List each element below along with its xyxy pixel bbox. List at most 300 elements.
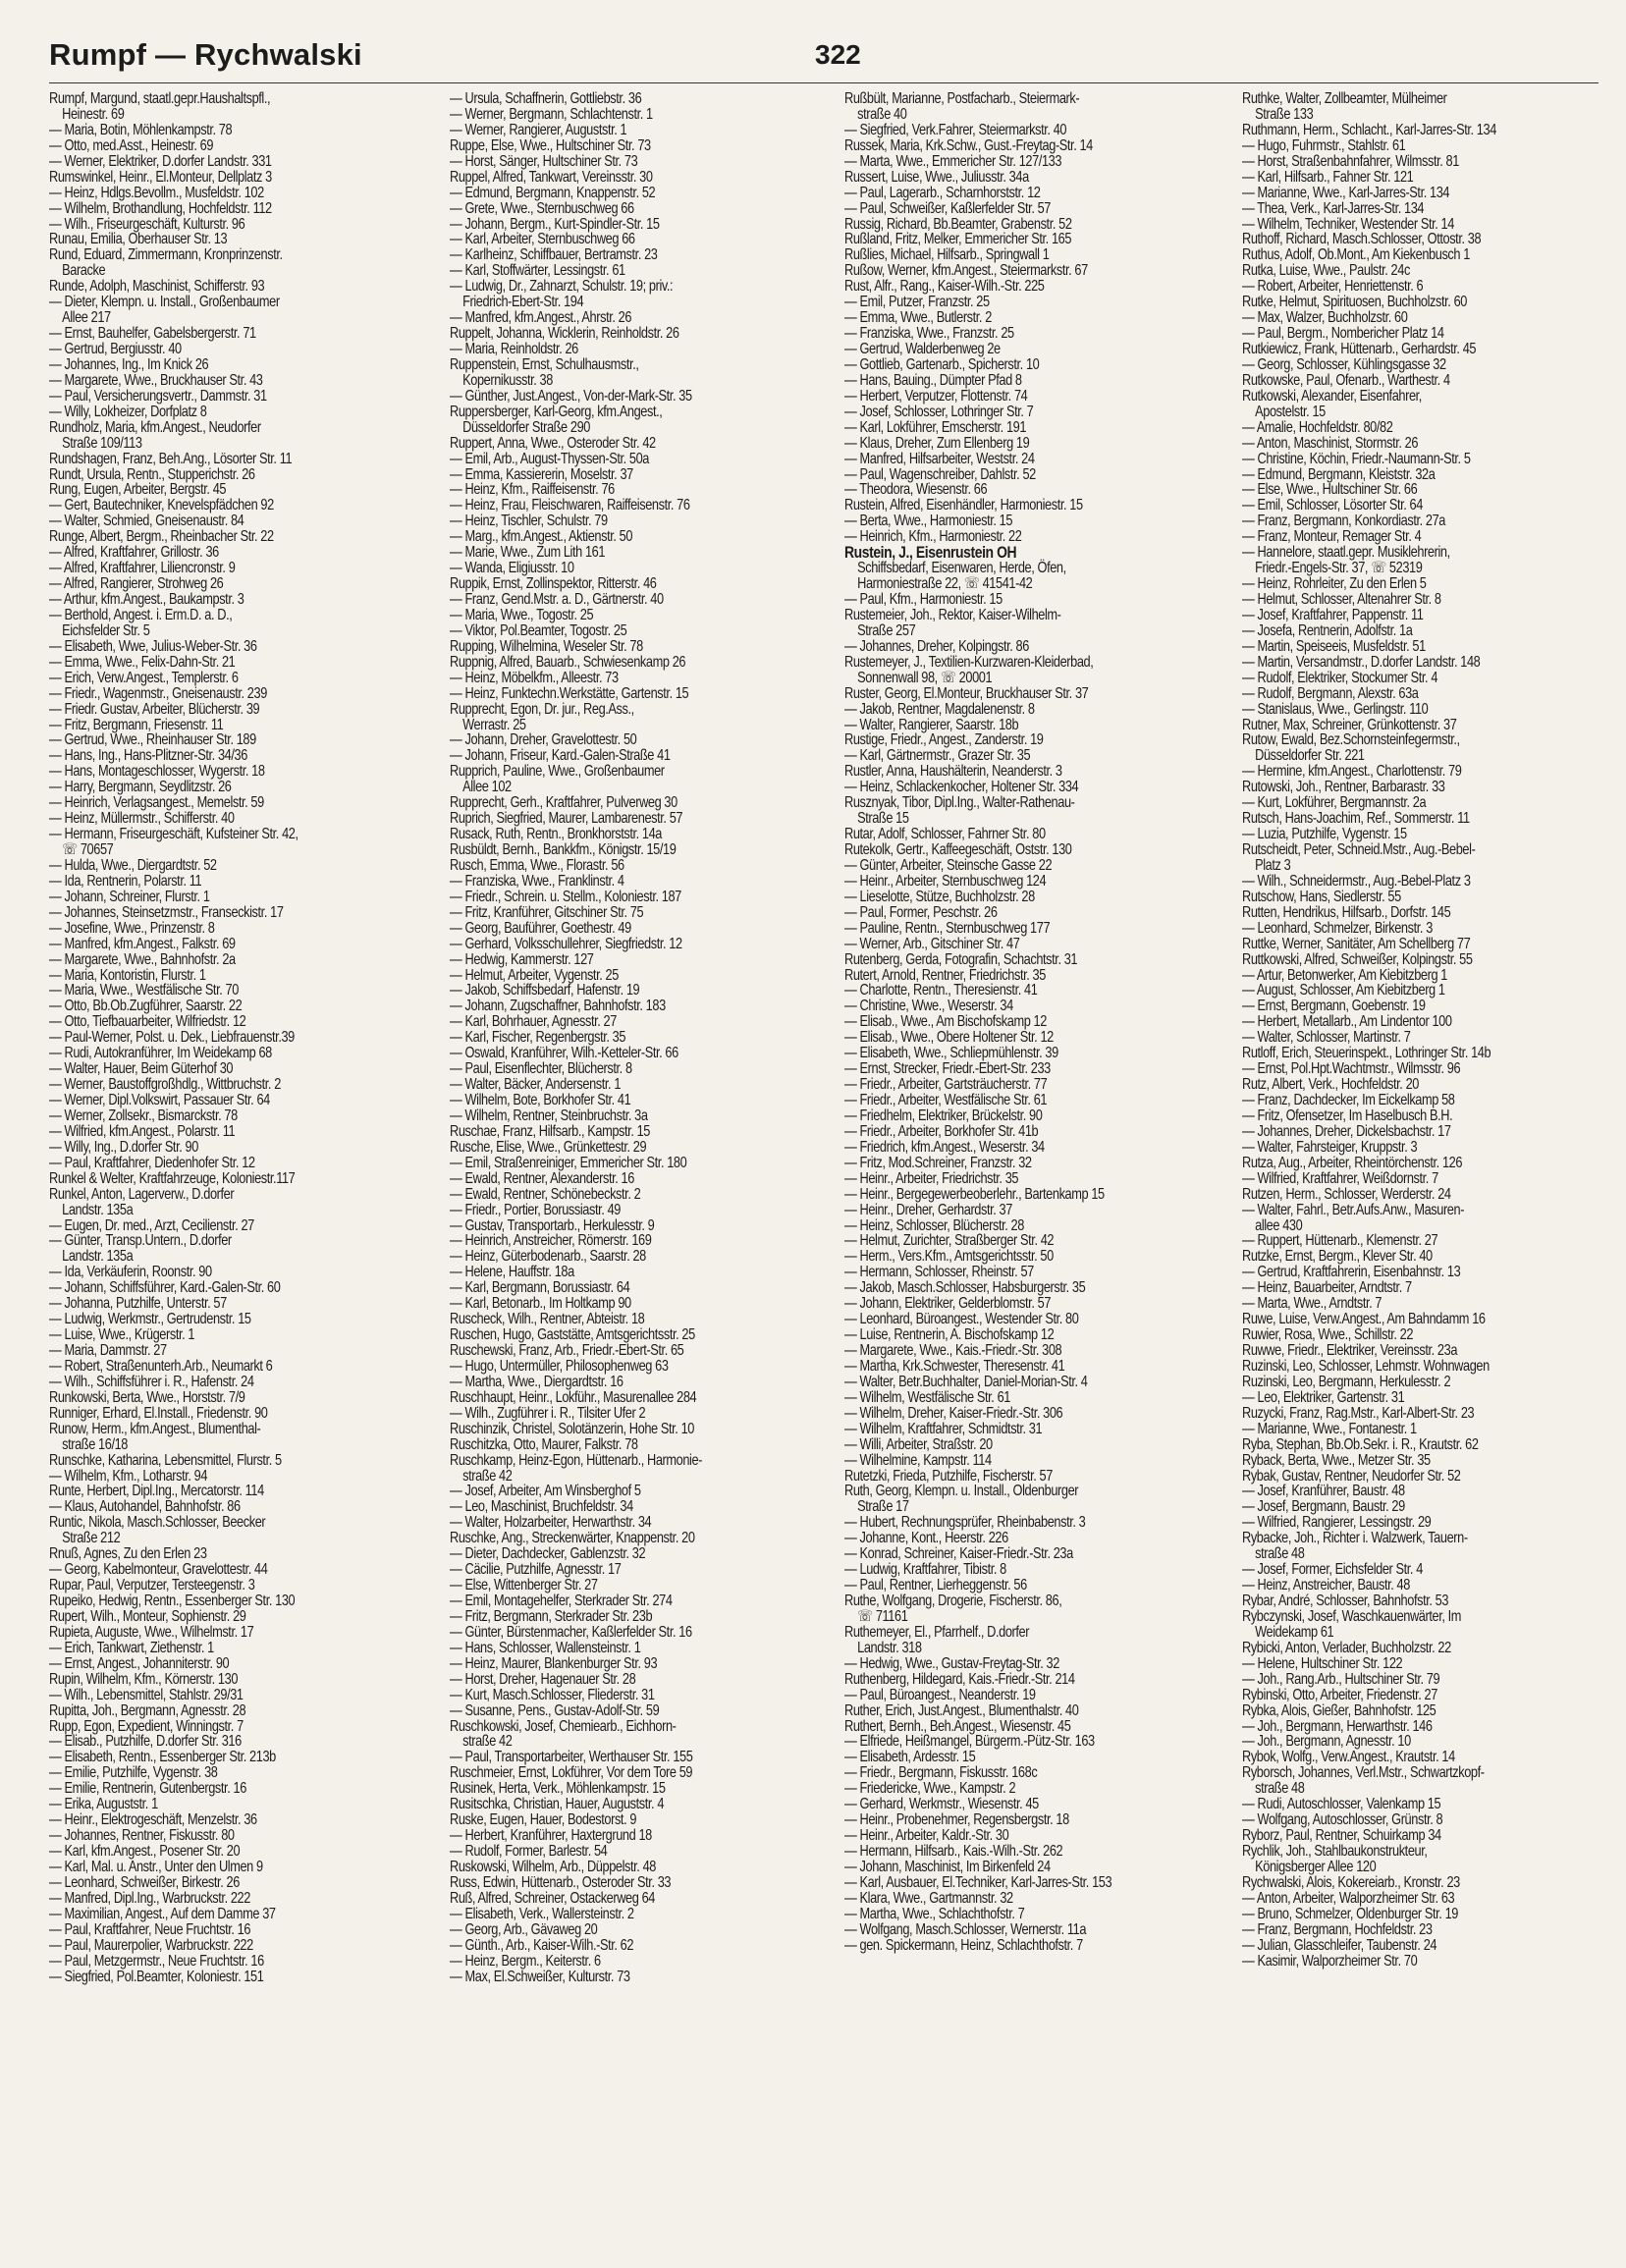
directory-entry-line: — Werner, Bergmann, Schlachtenstr. 1 [450, 105, 653, 123]
directory-entry-line: Rundshagen, Franz, Beh.Ang., Lösorter Str. 11 [49, 450, 293, 467]
directory-entry-line: — Rudi, Autoschlosser, Valenkamp 15 [1242, 1796, 1441, 1813]
directory-entry-line: — Paul, Bergm., Nombericher Platz 14 [1242, 325, 1444, 343]
directory-entry-line: — Hubert, Rechnungsprüfer, Rheinbabenstr. 3 [844, 1514, 1086, 1532]
directory-entry-line: — Heinr., Arbeiter, Friedrichstr. 35 [844, 1169, 1019, 1187]
directory-entry-line: — Harry, Bergmann, Seydlitzstr. 26 [49, 779, 232, 796]
directory-entry-line: — Margarete, Wwe., Kais.-Friedr.-Str. 308 [844, 1342, 1062, 1359]
directory-entry-line: Rustein, J., Eisenrustein OH [844, 543, 1017, 563]
directory-entry-line: — Friedr. Gustav, Arbeiter, Blücherstr. 39 [49, 700, 260, 718]
directory-entry-line: — Ida, Verkäuferin, Roonstr. 90 [49, 1264, 212, 1281]
directory-entry-line: Rybacke, Joh., Richter i. Walzwerk, Tauern- [1242, 1530, 1468, 1547]
directory-entry-line: — Josefa, Rentnerin, Adolfstr. 1a [1242, 621, 1413, 639]
directory-entry-line: — Elisabeth, Wwe., Schliepmühlenstr. 39 [844, 1045, 1058, 1062]
directory-entry-line: — Walter, Schmied, Gneisenaustr. 84 [49, 513, 244, 530]
directory-entry-line: Ruthoff, Richard, Masch.Schlosser, Ottostr. 38 [1242, 231, 1482, 248]
directory-entry-line: Runge, Albert, Bergm., Rheinbacher Str. 22 [49, 528, 274, 546]
directory-entry-line: Rusbüldt, Bernh., Bankkfm., Königstr. 15/19 [450, 841, 677, 858]
directory-entry-line: Rutenberg, Gerda, Fotografin, Schachtstr. 31 [844, 950, 1078, 968]
directory-entry-line: — Wilhelmine, Kampstr. 114 [844, 1451, 992, 1469]
directory-entry-line: — Johannes, Rentner, Fiskusstr. 80 [49, 1827, 235, 1845]
directory-entry-line: Rutz, Albert, Verk., Hochfeldstr. 20 [1242, 1076, 1419, 1094]
directory-entry-line: — Paul, Kraftfahrer, Neue Fruchtstr. 16 [49, 1920, 251, 1938]
directory-entry-line: Ruppenstein, Ernst, Schulhausmstr., [450, 355, 639, 373]
column-2 [450, 91, 844, 2244]
directory-entry-line: — Karl, Bergmann, Borussiastr. 64 [450, 1279, 630, 1297]
directory-entry-line: — Ewald, Rentner, Schönebeckstr. 2 [450, 1185, 641, 1203]
directory-entry-line: — Fritz, Bergmann, Friesenstr. 11 [49, 716, 224, 733]
directory-entry-line: — Marg., kfm.Angest., Aktienstr. 50 [450, 528, 633, 546]
directory-entry-line: Werrastr. 25 [462, 716, 526, 733]
directory-entry-line: — Gertrud, Bergiusstr. 40 [49, 341, 182, 357]
directory-entry-line: — Ewald, Rentner, Alexanderstr. 16 [450, 1169, 634, 1187]
directory-entry-line: Russ, Edwin, Hüttenarb., Osteroder Str. 33 [450, 1873, 672, 1891]
directory-entry-line: — Karl, kfm.Angest., Posener Str. 20 [49, 1843, 241, 1860]
directory-entry-line: — Elfriede, Heißmangel, Bürgerm.-Pütz-Str. 163 [844, 1733, 1095, 1751]
directory-entry-line: — Ernst, Angest., Johanniterstr. 90 [49, 1654, 230, 1672]
directory-entry-line: — Klaus, Dreher, Zum Ellenberg 19 [844, 434, 1030, 452]
directory-entry-line: Rutza, Aug., Arbeiter, Rheintörchenstr. 126 [1242, 1154, 1463, 1171]
directory-entry-line: — Karl, Arbeiter, Sternbuschweg 66 [450, 231, 635, 248]
directory-entry-line: — Wilhelm, Dreher, Kaiser-Friedr.-Str. 306 [844, 1404, 1063, 1422]
directory-entry-line: — Manfred, kfm.Angest., Ahrstr. 26 [450, 309, 632, 327]
directory-entry-line: Straße 257 [857, 621, 916, 639]
directory-entry-line: Runtic, Nikola, Masch.Schlosser, Beecker [49, 1514, 266, 1532]
directory-entry-line: Rutkiewicz, Frank, Hüttenarb., Gerhardstr. 45 [1242, 341, 1477, 357]
directory-entry-line: Ryba, Stephan, Bb.Ob.Sekr. i. R., Krautstr. 62 [1242, 1435, 1479, 1453]
directory-entry-line: Russek, Maria, Krk.Schw., Gust.-Freytag-Str. 14 [844, 136, 1093, 154]
directory-entry-line: Ruzinski, Leo, Bergmann, Herkulesstr. 2 [1242, 1373, 1451, 1390]
directory-entry-line: Ryborz, Paul, Rentner, Schuirkamp 34 [1242, 1827, 1441, 1845]
directory-entry-line: Rupert, Wilh., Monteur, Sophienstr. 29 [49, 1607, 246, 1625]
directory-entry-line: Ryborsch, Johannes, Verl.Mstr., Schwartzkopf- [1242, 1764, 1485, 1782]
directory-entry-line: — Leonhard, Schweißer, Birkestr. 26 [49, 1873, 240, 1891]
directory-entry-line: — Edmund, Bergmann, Knappenstr. 52 [450, 184, 656, 201]
directory-entry-line: Eichsfelder Str. 5 [62, 621, 150, 639]
directory-entry-line: — Wilhelm, Brothandlung, Hochfeldstr. 112 [49, 199, 272, 217]
directory-entry-line: — Heinz, Rohrleiter, Zu den Erlen 5 [1242, 575, 1427, 593]
directory-entry-line: — Johann, Bergm., Kurt-Spindler-Str. 15 [450, 215, 660, 233]
directory-entry-line: — Franz, Monteur, Remager Str. 4 [1242, 528, 1422, 546]
directory-entry-line: — Helmut, Arbeiter, Vygenstr. 25 [450, 966, 619, 984]
directory-entry-line: — Oswald, Kranführer, Wilh.-Ketteler-Str. 66 [450, 1045, 678, 1062]
directory-entry-line: — Alfred, Kraftfahrer, Liliencronstr. 9 [49, 560, 236, 577]
directory-entry-line: — Jakob, Schiffsbedarf, Hafenstr. 19 [450, 982, 640, 999]
directory-entry-line: — Wilhelm, Techniker, Westender Str. 14 [1242, 215, 1454, 233]
directory-entry-line: Rutow, Ewald, Bez.Schornsteinfegermstr., [1242, 731, 1460, 749]
directory-entry-line: Runkowski, Berta, Wwe., Horststr. 7/9 [49, 1388, 245, 1406]
directory-entry-line: Ruwwe, Friedr., Elektriker, Vereinsstr. 23a [1242, 1342, 1458, 1359]
directory-entry-line: — Johanna, Putzhilfe, Unterstr. 57 [49, 1295, 227, 1313]
column-1 [49, 91, 444, 2244]
directory-entry-line: Ruschitzka, Otto, Maurer, Falkstr. 78 [450, 1435, 638, 1453]
directory-entry-line: — Wilhelm, Bote, Borkhofer Str. 41 [450, 1092, 631, 1108]
directory-entry-line: — Eugen, Dr. med., Arzt, Cecilienstr. 27 [49, 1216, 254, 1234]
directory-entry-line: — Heinr., Arbeiter, Sternbuschweg 124 [844, 872, 1047, 890]
directory-entry-line: — Wilhelm, Kfm., Lotharstr. 94 [49, 1467, 208, 1485]
directory-entry-line: — Dieter, Klempn. u. Install., Großenbaumer [49, 294, 280, 311]
directory-entry-line: — Heinz, Maurer, Blankenburger Str. 93 [450, 1654, 658, 1672]
directory-entry-line: — Walter, Rangierer, Saarstr. 18b [844, 716, 1019, 733]
directory-entry-line: Ruschkowski, Josef, Chemiearb., Eichhorn- [450, 1717, 677, 1735]
directory-entry-line: — Karl, Mal. u. Anstr., Unter den Ulmen 9 [49, 1858, 263, 1875]
directory-entry-line: — Werner, Baustoffgroßhdlg., Wittbruchstr. 2 [49, 1076, 281, 1094]
directory-entry-line: — Helene, Hauffstr. 18a [450, 1264, 574, 1281]
directory-entry-line: Rybka, Alois, Gießer, Bahnhofstr. 125 [1242, 1701, 1436, 1719]
column-4 [1242, 91, 1626, 2244]
directory-entry-line: — Werner, Arb., Gitschiner Str. 47 [844, 935, 1020, 952]
directory-entry-line: Rutke, Helmut, Spirituosen, Buchholzstr. 60 [1242, 294, 1467, 311]
directory-entry-line: — Josefine, Wwe., Prinzenstr. 8 [49, 919, 215, 937]
running-title: Rumpf — Rychwalski [49, 37, 362, 72]
directory-entry-line: — Wilfried, Kraftfahrer, Weißdornstr. 7 [1242, 1169, 1438, 1187]
directory-entry-line: — Heinr., Arbeiter, Kaldr.-Str. 30 [844, 1827, 1009, 1845]
directory-entry-line: — Paul, Lagerarb., Scharnhorststr. 12 [844, 184, 1041, 201]
directory-entry-line: Ruthus, Adolf, Ob.Mont., Am Kiekenbusch 1 [1242, 246, 1470, 264]
directory-entry-line: — Ernst, Pol.Hpt.Wachtmstr., Wilmsstr. 96 [1242, 1060, 1461, 1078]
directory-entry-line: Straße 212 [62, 1530, 121, 1547]
directory-entry-line: — gen. Spickermann, Heinz, Schlachthofstr. 7 [844, 1936, 1083, 1954]
directory-entry-line: — Werner, Rangierer, Auguststr. 1 [450, 121, 627, 138]
directory-entry-line: — Heinz, Müllermstr., Schifferstr. 40 [49, 810, 235, 828]
directory-entry-line: Landstr. 135a [62, 1248, 134, 1266]
directory-entry-line: — Helene, Hultschiner Str. 122 [1242, 1654, 1403, 1672]
directory-entry-line: — Pauline, Rentn., Sternbuschweg 177 [844, 919, 1051, 937]
directory-entry-line: — Wilh., Lebensmittel, Stahlstr. 29/31 [49, 1686, 244, 1703]
directory-entry-line: Rupp, Egon, Expedient, Winningstr. 7 [49, 1717, 244, 1735]
directory-entry-line: Rupeiko, Hedwig, Rentn., Essenberger Str. 130 [49, 1593, 296, 1609]
directory-entry-line: straße 42 [462, 1467, 513, 1485]
directory-entry-line: — Susanne, Pens., Gustav-Adolf-Str. 59 [450, 1701, 660, 1719]
directory-entry-line: Friedr.-Engels-Str. 37, ☏ 52319 [1255, 560, 1423, 577]
directory-entry-line: — Johanne, Kont., Heerstr. 226 [844, 1530, 1008, 1547]
directory-entry-line: — Josef, Bergmann, Baustr. 29 [1242, 1498, 1405, 1516]
directory-entry-line: — Theodora, Wiesenstr. 66 [844, 481, 988, 499]
directory-entry-line: — Paul, Kraftfahrer, Diedenhofer Str. 12 [49, 1154, 255, 1171]
directory-entry-line: — Lieselotte, Stütze, Buchholzstr. 28 [844, 888, 1035, 905]
directory-entry-line: — Rudolf, Bergmann, Alexstr. 63a [1242, 684, 1419, 702]
directory-entry-line: — Friedericke, Wwe., Kampstr. 2 [844, 1780, 1016, 1798]
directory-entry-line: — Paul, Büroangest., Neanderstr. 19 [844, 1686, 1036, 1703]
directory-entry-line: — Johannes, Dreher, Dickelsbachstr. 17 [1242, 1122, 1451, 1140]
directory-entry-line: — Wilh., Friseurgeschäft, Kulturstr. 96 [49, 215, 245, 233]
directory-entry-line: — Karl, Bohrhauer, Agnesstr. 27 [450, 1013, 617, 1031]
directory-entry-line: — Manfred, kfm.Angest., Falkstr. 69 [49, 935, 236, 952]
directory-entry-line: — Ludwig, Dr., Zahnarzt, Schulstr. 19; priv.: [450, 278, 674, 296]
directory-entry-line: — Werner, Dipl.Volkswirt, Passauer Str. 64 [49, 1092, 270, 1108]
directory-entry-line: Runde, Adolph, Maschinist, Schifferstr. 93 [49, 278, 265, 296]
directory-entry-line: — Elisabeth, Wwe, Julius-Weber-Str. 36 [49, 637, 257, 655]
directory-entry-line: — Gertrud, Kraftfahrerin, Eisenbahnstr. 13 [1242, 1264, 1461, 1281]
directory-entry-line: — Franz, Bergmann, Hochfeldstr. 23 [1242, 1920, 1433, 1938]
directory-entry-line: straße 16/18 [62, 1435, 129, 1453]
directory-entry-line: — Hermann, Hilfsarb., Kais.-Wilh.-Str. 262 [844, 1843, 1063, 1860]
directory-entry-line: Rutka, Luise, Wwe., Paulstr. 24c [1242, 262, 1410, 280]
directory-entry-line: — Heinz, Tischler, Schulstr. 79 [450, 513, 608, 530]
directory-entry-line: straße 48 [1255, 1545, 1305, 1563]
directory-entry-line: — Wilfried, kfm.Angest., Polarstr. 11 [49, 1122, 236, 1140]
directory-entry-line: Runkel & Welter, Kraftfahrzeuge, Koloniestr.117 [49, 1169, 296, 1187]
directory-entry-line: — Willi, Arbeiter, Straßstr. 20 [844, 1435, 993, 1453]
directory-entry-line: — Johannes, Steinsetzmstr., Franseckistr. 17 [49, 903, 284, 921]
directory-entry-line: — Paul, Rentner, Lierheggenstr. 56 [844, 1577, 1027, 1594]
directory-entry-line: Rutner, Max, Schreiner, Grünkottenstr. 37 [1242, 716, 1457, 733]
directory-entry-line: Ruschewski, Franz, Arb., Friedr.-Ebert-Str. 65 [450, 1342, 684, 1359]
directory-entry-line: — Georg, Schlosser, Kühlingsgasse 32 [1242, 355, 1446, 373]
directory-entry-line: — Marianne, Wwe., Karl-Jarres-Str. 134 [1242, 184, 1450, 201]
directory-entry-line: — Marie, Wwe., Zum Lith 161 [450, 544, 606, 562]
directory-entry-line: — Johann, Schreiner, Flurstr. 1 [49, 888, 210, 905]
directory-entry-line: — Rudolf, Elektriker, Stockumer Str. 4 [1242, 669, 1438, 686]
directory-entry-line: — Franz, Dachdecker, Im Eickelkamp 58 [1242, 1092, 1455, 1108]
directory-entry-line: Runniger, Erhard, El.Install., Friedenstr. 90 [49, 1404, 268, 1422]
directory-entry-line: Rutar, Adolf, Schlosser, Fahrner Str. 80 [844, 826, 1046, 843]
directory-entry-line: — Werner, Zollsekr., Bismarckstr. 78 [49, 1107, 238, 1124]
directory-entry-line: Rutloff, Erich, Steuerinspekt., Lothringer Str. 14b [1242, 1045, 1491, 1062]
directory-entry-line: Ruttkowski, Alfred, Schweißer, Kolpingstr. 55 [1242, 950, 1473, 968]
directory-entry-line: — Heinrich, Anstreicher, Römerstr. 169 [450, 1232, 652, 1250]
directory-entry-line: — Emil, Arb., August-Thyssen-Str. 50a [450, 450, 650, 467]
directory-entry-line: — Hermann, Friseurgeschäft, Kufsteiner Str. 42, [49, 826, 298, 843]
directory-entry-line: Düsseldorfer Straße 290 [462, 418, 591, 436]
directory-entry-line: — Heinz, Kfm., Raiffeisenstr. 76 [450, 481, 615, 499]
directory-entry-line: — Herm., Vers.Kfm., Amtsgerichtsstr. 50 [844, 1248, 1054, 1266]
directory-entry-line: Platz 3 [1255, 856, 1291, 874]
directory-entry-line: — Hans, Ing., Hans-Plitzner-Str. 34/36 [49, 747, 247, 765]
directory-entry-line: — Horst, Straßenbahnfahrer, Wilmsstr. 81 [1242, 152, 1459, 170]
directory-entry-line: — Elisabeth, Rentn., Essenberger Str. 213b [49, 1749, 276, 1766]
directory-entry-line: — Jakob, Rentner, Magdalenenstr. 8 [844, 700, 1035, 718]
directory-entry-line: — Emil, Straßenreiniger, Emmericher Str. 180 [450, 1154, 687, 1171]
directory-entry-line: — Maria, Dammstr. 27 [49, 1342, 167, 1359]
directory-entry-line: Rundholz, Maria, kfm.Angest., Neudorfer [49, 418, 261, 436]
directory-entry-line: Ruschke, Ang., Streckenwärter, Knappenstr. 20 [450, 1530, 695, 1547]
directory-entry-line: — Wilhelm, Westfälische Str. 61 [844, 1388, 1010, 1406]
directory-entry-line: Rustler, Anna, Haushälterin, Neanderstr. 3 [844, 763, 1062, 781]
directory-entry-line: — Berthold, Angest. i. Erm.D. a. D., [49, 606, 233, 623]
directory-entry-line: straße 42 [462, 1733, 513, 1751]
directory-entry-line: Ruttke, Werner, Sanitäter, Am Schellberg 77 [1242, 935, 1471, 952]
directory-entry-line: — Emma, Wwe., Felix-Dahn-Str. 21 [49, 653, 236, 671]
directory-entry-line: Ruster, Georg, El.Monteur, Bruckhauser Str. 37 [844, 684, 1089, 702]
directory-entry-line: Rupprich, Pauline, Wwe., Großenbaumer [450, 763, 665, 781]
directory-entry-line: — Helmut, Zurichter, Straßberger Str. 42 [844, 1232, 1055, 1250]
directory-entry-line: Rutzke, Ernst, Bergm., Klever Str. 40 [1242, 1248, 1433, 1266]
directory-entry-line: — Siegfried, Pol.Beamter, Koloniestr. 151 [49, 1968, 264, 1985]
directory-entry-line: — Günter, Transp.Untern., D.dorfer [49, 1232, 232, 1250]
directory-entry-line: Ruppelt, Johanna, Wicklerin, Reinholdstr. 26 [450, 325, 679, 343]
directory-entry-line: — Elisab., Putzhilfe, D.dorfer Str. 316 [49, 1733, 242, 1751]
directory-entry-line: Straße 17 [857, 1498, 909, 1516]
directory-entry-line: Rusznyak, Tibor, Dipl.Ing., Walter-Rathenau- [844, 794, 1075, 812]
directory-entry-line: Harmoniestraße 22, ☏ 41541-42 [857, 575, 1033, 593]
directory-entry-line: — Gustav, Transportarb., Herkulesstr. 9 [450, 1216, 655, 1234]
directory-entry-line: Baracke [62, 262, 106, 280]
directory-entry-line: — Ernst, Bergmann, Goebenstr. 19 [1242, 998, 1426, 1015]
directory-entry-line: — Elisabeth, Ardesstr. 15 [844, 1749, 976, 1766]
directory-entry-line: — Leonhard, Schmelzer, Birkenstr. 3 [1242, 919, 1433, 937]
directory-entry-line: — Johann, Maschinist, Im Birkenfeld 24 [844, 1858, 1051, 1875]
directory-entry-line: — Elisabeth, Verk., Wallersteinstr. 2 [450, 1905, 634, 1922]
directory-entry-line: Rutzen, Herm., Schlosser, Werderstr. 24 [1242, 1185, 1451, 1203]
directory-entry-line: — Fritz, Kranführer, Gitschiner Str. 75 [450, 903, 644, 921]
directory-entry-line: — Heinz, Frau, Fleischwaren, Raiffeisenstr. 76 [450, 497, 690, 514]
directory-entry-line: straße 40 [857, 105, 907, 123]
directory-entry-line: Ruzinski, Leo, Schlosser, Lehmstr. Wohnwagen [1242, 1357, 1490, 1375]
directory-entry-line: — Friedr., Schrein. u. Stellm., Koloniestr. 187 [450, 888, 681, 905]
directory-entry-line: — Walter, Holzarbeiter, Herwarthstr. 34 [450, 1514, 652, 1532]
directory-entry-line: — Maria, Wwe., Togostr. 25 [450, 606, 594, 623]
directory-entry-line: — Karl, Ausbauer, El.Techniker, Karl-Jarres-Str. 153 [844, 1873, 1112, 1891]
directory-entry-line: Rupitta, Joh., Bergmann, Agnesstr. 28 [49, 1701, 246, 1719]
directory-entry-line: — Walter, Schlosser, Martinstr. 7 [1242, 1029, 1411, 1047]
directory-entry-line: — Martha, Wwe., Diergardtstr. 16 [450, 1373, 623, 1390]
directory-entry-line: Kopernikusstr. 38 [462, 371, 553, 389]
directory-entry-line: — Günth., Arb., Kaiser-Wilh.-Str. 62 [450, 1936, 634, 1954]
directory-entry-line: Rutert, Arnold, Rentner, Friedrichstr. 35 [844, 966, 1046, 984]
directory-entry-line: Rumswinkel, Heinr., El.Monteur, Dellplatz 3 [49, 168, 272, 186]
directory-entry-line: — Cäcilie, Putzhilfe, Agnesstr. 17 [450, 1561, 622, 1579]
directory-entry-line: — Grete, Wwe., Sternbuschweg 66 [450, 199, 634, 217]
directory-entry-line: — Erich, Tankwart, Ziethenstr. 1 [49, 1639, 214, 1656]
directory-entry-line: — Anton, Maschinist, Stormstr. 26 [1242, 434, 1419, 452]
directory-entry-line: Ruprich, Siegfried, Maurer, Lambarenestr. 57 [450, 810, 683, 828]
directory-entry-line: — Walter, Bäcker, Andersenstr. 1 [450, 1076, 622, 1094]
directory-entry-line: — Gerhard, Werkmstr., Wiesenstr. 45 [844, 1796, 1039, 1813]
directory-entry-line: Ruthke, Walter, Zollbeamter, Mülheimer [1242, 91, 1447, 107]
directory-entry-line: — Christine, Wwe., Weserstr. 34 [844, 998, 1013, 1015]
directory-entry-line: — Heinz, Funktechn.Werkstätte, Gartenstr. 15 [450, 684, 689, 702]
directory-entry-line: Ruschinzik, Christel, Solotänzerin, Hohe Str. 10 [450, 1420, 694, 1437]
directory-entry-line: — Elisab., Wwe., Am Bischofskamp 12 [844, 1013, 1047, 1031]
directory-entry-line: — Horst, Sänger, Hultschiner Str. 73 [450, 152, 638, 170]
directory-entry-line: — Josef, Kraftfahrer, Pappenstr. 11 [1242, 606, 1424, 623]
directory-entry-line: Rychlik, Joh., Stahlbaukonstrukteur, [1242, 1843, 1428, 1860]
directory-entry-line: Straße 15 [857, 810, 909, 828]
directory-entry-line: — Hans, Schlosser, Wallensteinstr. 1 [450, 1639, 641, 1656]
directory-entry-line: — Klara, Wwe., Gartmannstr. 32 [844, 1889, 1013, 1907]
directory-entry-line: — Gertrud, Walderbenweg 2e [844, 341, 1001, 357]
directory-entry-line: — Karl, Betonarb., Im Holtkamp 90 [450, 1295, 631, 1313]
directory-entry-line: — Günther, Just.Angest., Von-der-Mark-Str. 35 [450, 387, 692, 405]
directory-entry-line: — Martha, Krk.Schwester, Theresenstr. 41 [844, 1357, 1065, 1375]
directory-entry-line: — Marianne, Wwe., Fontanestr. 1 [1242, 1420, 1417, 1437]
directory-entry-line: Allee 217 [62, 309, 111, 327]
directory-entry-line: Ruther, Erich, Just.Angest., Blumenthalstr. 40 [844, 1701, 1079, 1719]
directory-entry-line: Ruppik, Ernst, Zollinspektor, Ritterstr. 46 [450, 575, 657, 593]
directory-entry-line: — Walter, Hauer, Beim Güterhof 30 [49, 1060, 234, 1078]
directory-entry-line: — Paul, Schweißer, Kaßlerfelder Str. 57 [844, 199, 1052, 217]
directory-entry-line: Ruthenberg, Hildegard, Kais.-Friedr.-Str. 214 [844, 1670, 1075, 1688]
directory-entry-line: Rybicki, Anton, Verlader, Buchholzstr. 22 [1242, 1639, 1451, 1656]
directory-entry-line: — Erika, Auguststr. 1 [49, 1796, 158, 1813]
directory-entry-line: — Georg, Kabelmonteur, Gravelottestr. 44 [49, 1561, 268, 1579]
directory-entry-line: — Josef, Former, Eichsfelder Str. 4 [1242, 1561, 1423, 1579]
directory-entry-line: Rutten, Hendrikus, Hilfsarb., Dorfstr. 145 [1242, 903, 1451, 921]
page-number: 322 [815, 39, 861, 70]
directory-entry-line: — Willy, Ing., D.dorfer Str. 90 [49, 1138, 198, 1156]
directory-entry-line: Rutowski, Joh., Rentner, Barbarastr. 33 [1242, 779, 1445, 796]
directory-entry-line: — Paul, Metzgermstr., Neue Fruchtstr. 16 [49, 1952, 264, 1970]
directory-entry-line: — Heinr., Bergegewerbeoberlehr., Bartenkamp 15 [844, 1185, 1105, 1203]
directory-entry-line: — Paul, Maurerpolier, Warbruckstr. 222 [49, 1936, 253, 1954]
directory-entry-line: — Heinr., Probenehmer, Regensbergstr. 18 [844, 1811, 1069, 1829]
directory-entry-line: — Viktor, Pol.Beamter, Togostr. 25 [450, 621, 627, 639]
directory-entry-line: Weidekamp 61 [1255, 1623, 1334, 1641]
directory-entry-line: — Heinrich, Verlagsangest., Memelstr. 59 [49, 794, 264, 812]
directory-entry-line: Rust, Alfr., Rang., Kaiser-Wilh.-Str. 225 [844, 278, 1045, 296]
directory-entry-line: — Berta, Wwe., Harmoniestr. 15 [844, 513, 1013, 530]
directory-entry-line: — Gottlieb, Gartenarb., Spicherstr. 10 [844, 355, 1040, 373]
directory-entry-line: — Hermann, Schlosser, Rheinstr. 57 [844, 1264, 1034, 1281]
directory-entry-line: Straße 133 [1255, 105, 1314, 123]
directory-entry-line: straße 48 [1255, 1780, 1305, 1798]
directory-entry-line: — Margarete, Wwe., Bahnhofstr. 2a [49, 950, 236, 968]
directory-entry-line: — Maria, Reinholdstr. 26 [450, 341, 578, 357]
directory-entry-line: — Friedr., Arbeiter, Borkhofer Str. 41b [844, 1122, 1039, 1140]
directory-entry-line: Russig, Richard, Bb.Beamter, Grabenstr. 52 [844, 215, 1072, 233]
directory-entry-line: Ruppel, Alfred, Tankwart, Vereinsstr. 30 [450, 168, 653, 186]
directory-entry-line: Rung, Eugen, Arbeiter, Bergstr. 45 [49, 481, 227, 499]
directory-entry-line: — Heinz, Schlosser, Blücherstr. 28 [844, 1216, 1024, 1234]
directory-entry-line: — Margarete, Wwe., Bruckhauser Str. 43 [49, 371, 263, 389]
directory-entry-line: Ruthemeyer, El., Pfarrhelf., D.dorfer [844, 1623, 1030, 1641]
directory-entry-line: Ruscheck, Wilh., Rentner, Abteistr. 18 [450, 1311, 645, 1328]
directory-entry-line: — Manfred, Hilfsarbeiter, Weststr. 24 [844, 450, 1035, 467]
directory-entry-line: — Hedwig, Kammerstr. 127 [450, 950, 594, 968]
directory-entry-line: Ruschhaupt, Heinr., Lokführ., Masurenallee 284 [450, 1388, 697, 1406]
directory-entry-line: Rychwalski, Alois, Kokereiarb., Kronstr. 23 [1242, 1873, 1460, 1891]
directory-entry-line: — Luise, Rentnerin, A. Bischofskamp 12 [844, 1326, 1055, 1344]
directory-entry-line: — Johann, Schiffsführer, Kard.-Galen-Str. 60 [49, 1279, 281, 1297]
directory-entry-line: — Heinz, Anstreicher, Baustr. 48 [1242, 1577, 1410, 1594]
directory-entry-line: — Ida, Rentnerin, Polarstr. 11 [49, 872, 202, 890]
directory-entry-line: — Martin, Speiseeis, Musfeldstr. 51 [1242, 637, 1426, 655]
directory-entry-line: Ruschen, Hugo, Gaststätte, Amtsgerichtsstr. 25 [450, 1326, 695, 1344]
directory-entry-line: — Wilhelm, Rentner, Steinbruchstr. 3a [450, 1107, 648, 1124]
directory-entry-line: — Hugo, Untermüller, Philosophenweg 63 [450, 1357, 669, 1375]
directory-entry-line: Ryback, Berta, Wwe., Metzer Str. 35 [1242, 1451, 1431, 1469]
directory-entry-line: Ruppert, Anna, Wwe., Osteroder Str. 42 [450, 434, 656, 452]
directory-entry-line: — Klaus, Autohandel, Bahnhofstr. 86 [49, 1498, 241, 1516]
directory-entry-line: Landstr. 135a [62, 1201, 134, 1218]
directory-entry-line: ☏ 71161 [857, 1607, 908, 1625]
directory-entry-line: — Heinz, Schlackenkocher, Holtener Str. 334 [844, 779, 1079, 796]
directory-entry-line: — Emilie, Rentnerin, Gutenbergstr. 16 [49, 1780, 246, 1798]
directory-entry-line: — Karl, Lokführer, Emscherstr. 191 [844, 418, 1027, 436]
directory-entry-line: Rnuß, Agnes, Zu den Erlen 23 [49, 1545, 207, 1563]
directory-entry-line: Rusitschka, Christian, Hauer, Auguststr. 4 [450, 1796, 665, 1813]
directory-entry-line: — Otto, Tiefbauarbeiter, Wilfriedstr. 12 [49, 1013, 246, 1031]
directory-entry-line: Rupping, Wilhelmina, Weseler Str. 78 [450, 637, 643, 655]
directory-entry-line: — Georg, Bauführer, Goethestr. 49 [450, 919, 631, 937]
directory-entry-line: — Georg, Arb., Gävaweg 20 [450, 1920, 598, 1938]
directory-entry-line: — Paul, Transportarbeiter, Werthauser Str. 155 [450, 1749, 693, 1766]
directory-columns [49, 91, 1599, 2244]
directory-entry-line: — Paul, Versicherungsvertr., Dammstr. 31 [49, 387, 267, 405]
directory-entry-line: — Herbert, Kranführer, Haxtergrund 18 [450, 1827, 652, 1845]
directory-entry-line: — Kurt, Lokführer, Bergmannstr. 2a [1242, 794, 1427, 812]
directory-entry-line: Rybczynski, Josef, Waschkauenwärter, Im [1242, 1607, 1462, 1625]
directory-entry-line: Rybak, Gustav, Rentner, Neudorfer Str. 52 [1242, 1467, 1461, 1485]
directory-entry-line: Runow, Herm., kfm.Angest., Blumenthal- [49, 1420, 261, 1437]
directory-entry-line: — Franziska, Wwe., Franklinstr. 4 [450, 872, 624, 890]
directory-entry-line: — Wanda, Eligiusstr. 10 [450, 560, 574, 577]
directory-entry-line: — Hulda, Wwe., Diergardtstr. 52 [49, 856, 217, 874]
directory-entry-line: — Bruno, Schmelzer, Oldenburger Str. 19 [1242, 1905, 1458, 1922]
directory-entry-line: — Karl, Hilfsarb., Fahner Str. 121 [1242, 168, 1414, 186]
directory-entry-line: — Horst, Dreher, Hagenauer Str. 28 [450, 1670, 636, 1688]
directory-entry-line: Rybar, André, Schlosser, Bahnhofstr. 53 [1242, 1593, 1449, 1609]
